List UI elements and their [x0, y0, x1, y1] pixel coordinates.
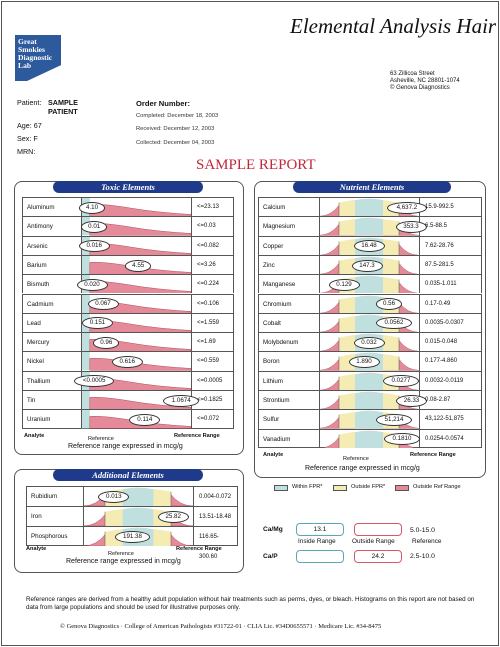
column-divider [191, 333, 192, 351]
element-row [22, 332, 234, 351]
column-divider [319, 198, 320, 216]
column-divider [319, 314, 320, 332]
reference-range: <=0.1825 [197, 397, 223, 403]
nutrient-caption: Reference range expressed in mcg/g [305, 465, 420, 472]
column-divider [319, 430, 320, 447]
value-marker: 25.82 [158, 511, 189, 523]
order-completed: Completed: December 18, 2003 [136, 113, 219, 119]
value-marker: 353.3 [396, 221, 427, 233]
column-divider [419, 314, 420, 332]
element-row [22, 390, 234, 409]
element-row [22, 236, 234, 255]
reference-range: <=23.13 [197, 204, 220, 210]
patient-name-1: SAMPLE [48, 98, 78, 107]
element-row [22, 371, 234, 390]
lab-logo [15, 35, 61, 81]
element-name: Molybdenum [263, 339, 299, 347]
ratio-header-inside: Inside Range [298, 538, 336, 545]
element-row [258, 409, 482, 428]
column-divider [419, 410, 420, 428]
element-name: Vanadium [263, 435, 291, 443]
column-divider [319, 237, 320, 255]
value-marker: 4,637.2 [387, 202, 427, 214]
value-marker: 0.56 [376, 298, 402, 310]
column-divider [193, 507, 194, 526]
value-marker: 0.1810 [384, 433, 420, 445]
column-divider [81, 333, 82, 351]
column-divider [419, 333, 420, 351]
order-collected: Collected: December 04, 2003 [136, 140, 215, 146]
ratio-ca-mg-outside [354, 523, 402, 536]
element-name: Strontium [263, 397, 290, 404]
column-divider [319, 410, 320, 428]
patient-mrn: MRN: [17, 147, 36, 156]
reference-range: 116.65-300.60 [199, 534, 219, 560]
element-name: Copper [263, 242, 284, 250]
element-name: Calcium [263, 204, 286, 211]
value-marker: 0.96 [93, 337, 119, 349]
reference-range: 0.035-1.011 [425, 281, 457, 288]
additional-foot-range: Reference Range [176, 546, 222, 552]
reference-range: <=0.106 [197, 300, 220, 307]
element-name: Lithium [263, 377, 283, 385]
histogram [319, 295, 419, 313]
report-title: Elemental Analysis Hair [290, 14, 497, 38]
value-marker: <0.0005 [74, 375, 114, 387]
reference-range: <=1.69 [197, 339, 216, 346]
reference-range: 0.0254-0.0574 [425, 435, 464, 442]
column-divider [81, 352, 82, 370]
column-divider [81, 256, 82, 274]
ratio-header-reference: Reference [412, 538, 442, 545]
element-row [258, 429, 482, 448]
element-name: Zinc [263, 261, 275, 269]
element-row [258, 390, 482, 409]
additional-foot-analyte: Analyte [26, 546, 47, 552]
legend-within-swatch [274, 485, 288, 491]
value-marker: 0.129 [329, 279, 360, 291]
patient-age: Age: 67 [17, 121, 42, 130]
value-marker: 4.55 [125, 260, 151, 272]
toxic-foot-reference: Reference [88, 436, 114, 442]
value-marker: 0.616 [112, 356, 143, 368]
element-row [258, 255, 482, 274]
column-divider [419, 372, 420, 390]
column-divider [319, 372, 320, 390]
address-line: Asheville, NC 28801-1074 [390, 78, 460, 84]
column-divider [191, 314, 192, 332]
value-marker: 26.33 [396, 395, 427, 407]
patient-label: Patient: [17, 98, 42, 107]
element-name: Cadmium [27, 300, 54, 308]
element-name: Boron [263, 358, 280, 366]
value-marker: 0.013 [98, 491, 129, 503]
element-row [258, 274, 482, 293]
column-divider [83, 487, 84, 506]
additional-elements-title: Additional Elements [53, 469, 203, 481]
nutrient-foot-range: Reference Range [410, 452, 456, 458]
reference-note: Reference ranges are derived from a healthy adult population without hair treatments such as perms, dyes, or bleach. Histograms on this report are not based on data from large populations and should be used for illustrative purposes only. [26, 596, 475, 611]
element-row [22, 274, 234, 293]
column-divider [191, 275, 192, 293]
legend-outside: Outside FPR* [351, 484, 386, 490]
reference-range: 0.004-0.072 [199, 494, 232, 500]
reference-range: 15.9-992.5 [425, 204, 454, 210]
value-marker: 51,214 [376, 414, 412, 426]
element-name: Iron [31, 513, 42, 520]
value-marker: 0.067 [88, 298, 119, 310]
element-name: Arsenic [27, 242, 48, 250]
sample-report-banner: SAMPLE REPORT [196, 157, 316, 173]
value-marker: 0.0562 [376, 317, 412, 329]
element-row [258, 216, 482, 235]
address-line: © Genova Diagnostics [390, 85, 450, 91]
reference-range: <=0.224 [197, 281, 220, 288]
element-name: Cobalt [263, 319, 281, 327]
element-name: Manganese [263, 281, 296, 289]
nutrient-foot-reference: Reference [343, 456, 369, 462]
value-marker: 4.10 [79, 202, 105, 214]
column-divider [419, 352, 420, 370]
reference-range: 13.51-18.48 [199, 514, 232, 520]
column-divider [419, 275, 420, 293]
element-row [258, 236, 482, 255]
lab-address [390, 71, 460, 92]
column-divider [83, 527, 84, 545]
additional-caption: Reference range expressed in mcg/g [66, 558, 181, 565]
reference-range: 43,122-51,875 [425, 416, 464, 423]
column-divider [191, 295, 192, 313]
order-number-label: Order Number: [136, 99, 191, 108]
reference-range: 0.0032-0.0119 [425, 377, 464, 384]
element-name: Tin [27, 397, 36, 404]
element-row [258, 294, 482, 313]
element-name: Lead [27, 319, 41, 327]
element-row [22, 351, 234, 370]
element-row [258, 371, 482, 390]
column-divider [193, 527, 194, 545]
column-divider [191, 372, 192, 390]
element-name: Aluminum [27, 204, 55, 211]
logo-line-1: Great [18, 37, 37, 46]
element-row [22, 255, 234, 274]
patient-name-2: PATIENT [48, 107, 78, 116]
column-divider [83, 507, 84, 526]
column-divider [319, 391, 320, 409]
logo-line-4: Lab [18, 61, 32, 70]
element-name: Antimony [27, 223, 53, 231]
address-line: 63 Zillicoa Street [390, 71, 435, 77]
ratio-ca-p-reference: 2.5-10.0 [410, 553, 435, 560]
ratio-ca-p-inside [296, 550, 344, 563]
legend-outside-ref-swatch [395, 485, 409, 491]
element-row [26, 486, 238, 506]
value-marker: 0.016 [79, 240, 110, 252]
logo-line-3: Diagnostic [18, 53, 53, 62]
column-divider [319, 217, 320, 235]
column-divider [419, 256, 420, 274]
reference-range: <=0.0005 [197, 377, 223, 384]
element-name: Magnesium [263, 223, 295, 231]
element-row [22, 409, 234, 428]
element-row [258, 351, 482, 370]
element-name: Phosphorous [31, 533, 68, 540]
reference-range: 0.0035-0.0307 [425, 319, 464, 326]
element-row [22, 197, 234, 216]
reference-range: 0.177-4.860 [425, 358, 458, 365]
ratio-ca-mg-reference: 5.0-15.0 [410, 527, 435, 534]
element-row [22, 216, 234, 235]
element-name: Nickel [27, 358, 44, 366]
element-row [258, 313, 482, 332]
value-marker: 0.0277 [383, 375, 419, 387]
reference-range: <=3.26 [197, 261, 216, 268]
ratio-ca-p-outside: 24.2 [354, 550, 402, 563]
element-row [258, 197, 482, 216]
column-divider [191, 237, 192, 255]
toxic-foot-range: Reference Range [174, 433, 220, 439]
toxic-foot-analyte: Analyte [24, 433, 45, 439]
column-divider [191, 410, 192, 427]
toxic-elements-title: Toxic Elements [53, 181, 203, 193]
patient-sex: Sex: F [17, 134, 38, 143]
legend-outside-swatch [333, 485, 347, 491]
element-name: Uranium [27, 416, 51, 424]
reference-range: <=0.03 [197, 223, 216, 230]
element-name: Chromium [263, 300, 292, 308]
value-marker: 0.114 [129, 414, 160, 426]
toxic-caption: Reference range expressed in mcg/g [68, 443, 183, 450]
column-divider [191, 256, 192, 274]
value-marker: 0.151 [82, 317, 113, 329]
column-divider [319, 256, 320, 274]
value-marker: 0.020 [77, 279, 108, 291]
value-marker: 191.38 [115, 531, 151, 543]
column-divider [319, 275, 320, 293]
element-name: Bismuth [27, 281, 50, 289]
column-divider [81, 410, 82, 427]
column-divider [319, 333, 320, 351]
ratio-ca-mg-inside: 13.1 [296, 523, 344, 536]
nutrient-foot-analyte: Analyte [263, 452, 284, 458]
reference-range: <=1.559 [197, 319, 220, 326]
legend-outside-ref: Outside Ref Range [413, 484, 461, 490]
value-marker: 0.032 [354, 337, 385, 349]
element-name: Rubidium [31, 493, 58, 500]
element-name: Barium [27, 261, 47, 269]
reference-range: <=0.072 [197, 416, 220, 423]
ratio-label-ca-mg: Ca/Mg [263, 526, 283, 533]
reference-range: 0.015-0.048 [425, 339, 458, 346]
value-marker: 1.0674 [163, 395, 199, 407]
column-divider [81, 295, 82, 313]
element-row [22, 294, 234, 313]
reference-range: <=0.082 [197, 242, 220, 249]
column-divider [191, 352, 192, 370]
value-marker: 0.01 [81, 221, 107, 233]
element-name: Thallium [27, 377, 51, 385]
legend-within: Within FPR* [292, 484, 323, 490]
element-row [258, 332, 482, 351]
nutrient-elements-title: Nutrient Elements [293, 181, 451, 193]
column-divider [193, 487, 194, 506]
value-marker: 16.48 [354, 240, 385, 252]
ratio-header-outside: Outside Range [352, 538, 395, 545]
ratio-label-ca-p: Ca/P [263, 553, 278, 560]
reference-range: 6.5-88.5 [425, 223, 448, 230]
column-divider [319, 352, 320, 370]
column-divider [419, 295, 420, 313]
element-name: Sulfur [263, 416, 280, 424]
element-row [22, 313, 234, 332]
order-received: Received: December 12, 2003 [136, 126, 215, 132]
reference-range: 0.08-2.87 [425, 397, 451, 403]
column-divider [419, 237, 420, 255]
additional-foot-reference: Reference [108, 551, 134, 557]
reference-range: 87.5-281.5 [425, 261, 454, 268]
element-row [26, 506, 238, 526]
reference-range: <=0.559 [197, 358, 220, 365]
element-name: Mercury [27, 339, 50, 347]
value-marker: 1.890 [349, 356, 380, 368]
column-divider [191, 217, 192, 235]
reference-range: 0.17-0.49 [425, 300, 451, 307]
copyright-line: © Genova Diagnostics · College of American Pathologists #31722-01 · CLIA Lic. #34D0655571 · Medicare Lic. #34-8475 [60, 623, 382, 630]
column-divider [81, 391, 82, 409]
column-divider [191, 198, 192, 216]
reference-range: 7.62-28.76 [425, 242, 454, 249]
column-divider [319, 295, 320, 313]
logo-line-2: Smokies [18, 45, 46, 54]
value-marker: 147.3 [352, 260, 383, 272]
